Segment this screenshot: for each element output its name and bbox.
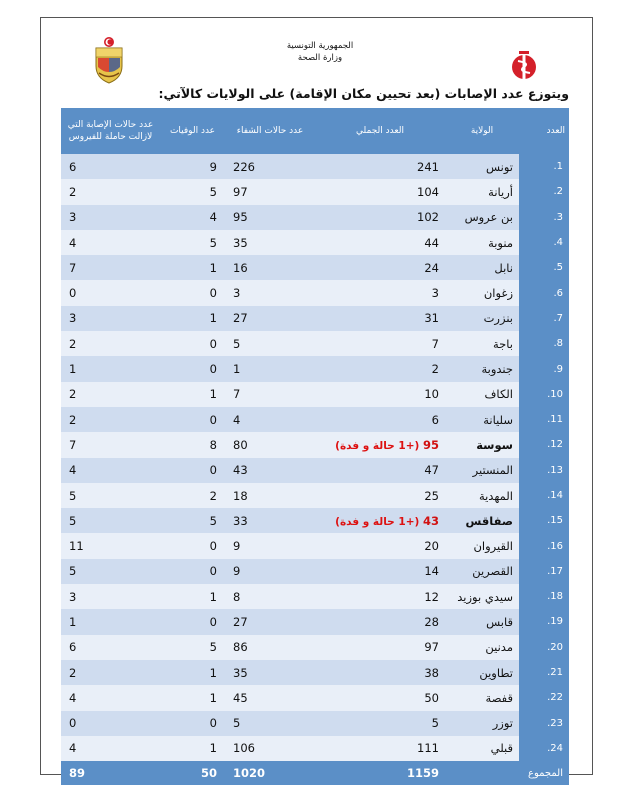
table-row [61, 331, 569, 356]
row-total: 47 [315, 458, 445, 483]
row-deaths: 8 [160, 432, 225, 457]
row-total: 2 [315, 356, 445, 381]
table-row [61, 533, 569, 558]
table-row [61, 255, 569, 280]
row-recovered: 35 [225, 660, 315, 685]
row-deaths: 0 [160, 356, 225, 381]
row-recovered: 43 [225, 458, 315, 483]
row-state: باجة [445, 331, 519, 356]
row-recovered: 5 [225, 711, 315, 736]
row-carriers: 6 [61, 635, 160, 660]
row-carriers: 2 [61, 179, 160, 204]
row-state: المهدية [445, 483, 519, 508]
row-index: 10. [519, 382, 569, 407]
row-total [315, 508, 445, 533]
row-carriers: 2 [61, 407, 160, 432]
row-total: 104 [315, 179, 445, 204]
row-index: 21. [519, 660, 569, 685]
row-index: 12. [519, 432, 569, 457]
row-deaths: 0 [160, 711, 225, 736]
row-state: القيروان [445, 533, 519, 558]
row-total: 7 [315, 331, 445, 356]
row-carriers: 4 [61, 458, 160, 483]
row-deaths: 0 [160, 533, 225, 558]
row-index: 1. [519, 154, 569, 179]
row-carriers: 3 [61, 306, 160, 331]
table-row [61, 736, 569, 761]
row-recovered: 27 [225, 609, 315, 634]
row-deaths: 5 [160, 635, 225, 660]
row-state: الكاف [445, 382, 519, 407]
intro-before: ويتوزع عدد الإصابات [440, 86, 569, 101]
header-republic: الجمهورية التونسية [286, 41, 354, 51]
row-carriers: 3 [61, 205, 160, 230]
row-state: توزر [445, 711, 519, 736]
row-index: 3. [519, 205, 569, 230]
row-total [315, 432, 445, 457]
row-recovered: 106 [225, 736, 315, 761]
row-index: 2. [519, 179, 569, 204]
row-state: بنزرت [445, 306, 519, 331]
table-row [61, 280, 569, 305]
row-recovered: 86 [225, 635, 315, 660]
total-label: المجموع [519, 761, 569, 785]
row-index: 19. [519, 609, 569, 634]
row-deaths: 4 [160, 205, 225, 230]
row-recovered: 4 [225, 407, 315, 432]
row-index: 23. [519, 711, 569, 736]
row-index: 17. [519, 559, 569, 584]
row-carriers: 6 [61, 154, 160, 179]
row-deaths: 1 [160, 584, 225, 609]
row-deaths: 0 [160, 331, 225, 356]
row-carriers: 1 [61, 609, 160, 634]
row-recovered: 5 [225, 331, 315, 356]
row-state: صفاقس [445, 508, 519, 533]
table-row [61, 483, 569, 508]
row-carriers: 4 [61, 736, 160, 761]
row-index: 14. [519, 483, 569, 508]
table-row [61, 711, 569, 736]
row-recovered: 95 [225, 205, 315, 230]
row-recovered: 1 [225, 356, 315, 381]
row-carriers: 7 [61, 255, 160, 280]
row-deaths: 1 [160, 660, 225, 685]
table-row [61, 154, 569, 179]
row-total: 50 [315, 685, 445, 710]
row-deaths: 9 [160, 154, 225, 179]
row-state: قابس [445, 609, 519, 634]
row-state: زغوان [445, 280, 519, 305]
row-state: نابل [445, 255, 519, 280]
row-recovered: 33 [225, 508, 315, 533]
row-carriers: 0 [61, 280, 160, 305]
table-row [61, 584, 569, 609]
row-state: قبلي [445, 736, 519, 761]
row-deaths: 5 [160, 508, 225, 533]
row-state: تطاوين [445, 660, 519, 685]
row-state: سوسة [445, 432, 519, 457]
row-deaths: 1 [160, 306, 225, 331]
row-total-note: (+1 حالة و فدة) [335, 515, 420, 528]
table-row [61, 179, 569, 204]
row-total: 20 [315, 533, 445, 558]
row-index: 22. [519, 685, 569, 710]
intro-after: على الولايات كالآتي: [158, 86, 290, 101]
row-recovered: 18 [225, 483, 315, 508]
ministry-of-health-logo-icon [508, 48, 540, 86]
row-state: تونس [445, 154, 519, 179]
header-carriers: عدد حالات الإصابة التي لازالت حاملة للفيروس [61, 108, 160, 154]
row-total: 10 [315, 382, 445, 407]
row-deaths: 1 [160, 255, 225, 280]
row-state: سيدي بوزيد [445, 584, 519, 609]
row-deaths: 0 [160, 559, 225, 584]
header-recovered: عدد حالات الشفاء [225, 108, 315, 154]
total-deaths: 50 [160, 761, 225, 785]
row-total: 38 [315, 660, 445, 685]
row-index: 7. [519, 306, 569, 331]
row-recovered: 9 [225, 559, 315, 584]
table-row [61, 559, 569, 584]
table-header-row [61, 108, 569, 154]
row-index: 15. [519, 508, 569, 533]
row-total: 6 [315, 407, 445, 432]
header-total: العدد الجملي [315, 108, 445, 154]
row-total: 241 [315, 154, 445, 179]
row-state: المنستير [445, 458, 519, 483]
row-index: 16. [519, 533, 569, 558]
row-carriers: 4 [61, 685, 160, 710]
table-row [61, 635, 569, 660]
table-total-row [61, 761, 569, 785]
row-total: 102 [315, 205, 445, 230]
header-state: الولاية [445, 108, 519, 154]
row-recovered: 226 [225, 154, 315, 179]
row-deaths: 0 [160, 280, 225, 305]
row-deaths: 1 [160, 736, 225, 761]
table-row [61, 458, 569, 483]
row-total-value: 95 [422, 437, 439, 452]
total-cases: 1159 [315, 761, 445, 785]
row-total: 28 [315, 609, 445, 634]
row-state: منوبة [445, 230, 519, 255]
row-recovered: 8 [225, 584, 315, 609]
row-total: 44 [315, 230, 445, 255]
row-total-value: 43 [422, 513, 439, 528]
table-row [61, 407, 569, 432]
table-row [61, 356, 569, 381]
row-index: 8. [519, 331, 569, 356]
row-state: قفصة [445, 685, 519, 710]
row-deaths: 5 [160, 179, 225, 204]
row-state: سليانة [445, 407, 519, 432]
header-deaths: عدد الوفيات [160, 108, 225, 154]
row-recovered: 3 [225, 280, 315, 305]
row-index: 24. [519, 736, 569, 761]
table-row [61, 660, 569, 685]
row-recovered: 80 [225, 432, 315, 457]
cases-by-state-table [61, 108, 569, 785]
row-carriers: 1 [61, 356, 160, 381]
row-index: 13. [519, 458, 569, 483]
row-total: 5 [315, 711, 445, 736]
row-total: 3 [315, 280, 445, 305]
row-total-note: (+1 حالة و فدة) [335, 439, 420, 452]
row-state: أريانة [445, 179, 519, 204]
row-recovered: 97 [225, 179, 315, 204]
row-deaths: 2 [160, 483, 225, 508]
row-carriers: 5 [61, 559, 160, 584]
row-deaths: 1 [160, 382, 225, 407]
row-index: 11. [519, 407, 569, 432]
row-index: 20. [519, 635, 569, 660]
row-carriers: 5 [61, 483, 160, 508]
row-total: 12 [315, 584, 445, 609]
table-row [61, 230, 569, 255]
intro-sentence [109, 86, 569, 101]
intro-highlight: (بعد تحيين مكان الإقامة) [289, 86, 441, 101]
row-deaths: 0 [160, 407, 225, 432]
header-text [260, 40, 380, 64]
row-total: 31 [315, 306, 445, 331]
row-state: مدنين [445, 635, 519, 660]
row-carriers: 7 [61, 432, 160, 457]
row-total: 97 [315, 635, 445, 660]
table-row [61, 432, 569, 457]
row-carriers: 5 [61, 508, 160, 533]
row-recovered: 27 [225, 306, 315, 331]
row-carriers: 0 [61, 711, 160, 736]
row-carriers: 2 [61, 382, 160, 407]
row-index: 4. [519, 230, 569, 255]
row-total: 111 [315, 736, 445, 761]
table-row [61, 508, 569, 533]
row-recovered: 9 [225, 533, 315, 558]
header-idx: العدد [519, 108, 569, 154]
row-deaths: 5 [160, 230, 225, 255]
row-carriers: 2 [61, 331, 160, 356]
row-index: 18. [519, 584, 569, 609]
row-index: 9. [519, 356, 569, 381]
table-row [61, 685, 569, 710]
table-row [61, 609, 569, 634]
row-carriers: 4 [61, 230, 160, 255]
row-state: القصرين [445, 559, 519, 584]
row-state: بن عروس [445, 205, 519, 230]
row-total: 14 [315, 559, 445, 584]
row-recovered: 7 [225, 382, 315, 407]
row-carriers: 11 [61, 533, 160, 558]
table-row [61, 306, 569, 331]
row-recovered: 35 [225, 230, 315, 255]
row-recovered: 16 [225, 255, 315, 280]
row-state: جندوبة [445, 356, 519, 381]
row-total: 24 [315, 255, 445, 280]
row-index: 5. [519, 255, 569, 280]
row-index: 6. [519, 280, 569, 305]
row-deaths: 1 [160, 685, 225, 710]
row-carriers: 2 [61, 660, 160, 685]
total-carriers: 89 [61, 761, 160, 785]
row-recovered: 45 [225, 685, 315, 710]
tunisia-coat-of-arms-icon [92, 36, 126, 84]
row-deaths: 0 [160, 458, 225, 483]
header-ministry: وزارة الصحة [297, 53, 343, 63]
table-row [61, 382, 569, 407]
row-deaths: 0 [160, 609, 225, 634]
row-total: 25 [315, 483, 445, 508]
total-state-empty [445, 761, 519, 785]
row-carriers: 3 [61, 584, 160, 609]
table-row [61, 205, 569, 230]
total-recovered: 1020 [225, 761, 315, 785]
